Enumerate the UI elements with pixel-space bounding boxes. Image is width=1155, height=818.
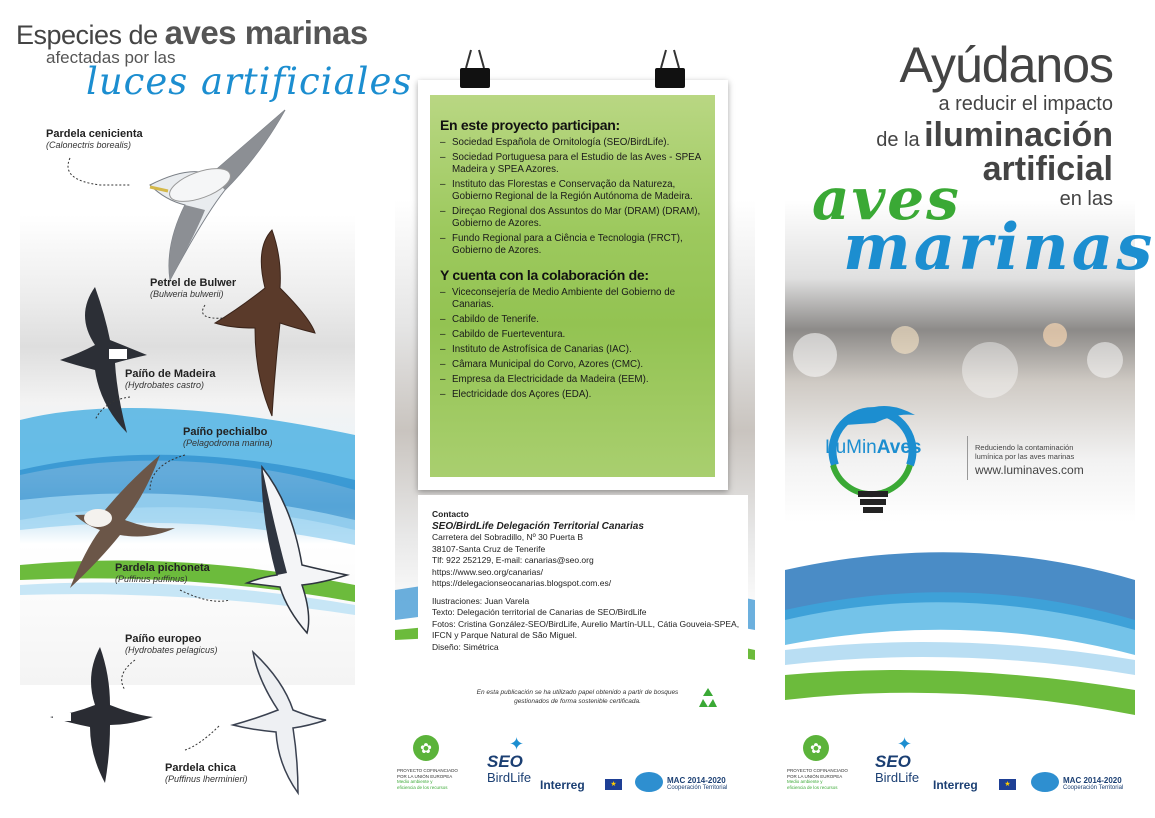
binder-clip-icon bbox=[458, 48, 492, 90]
list-item: – Câmara Municipal do Corvo, Azores (CMC). bbox=[440, 359, 705, 371]
eu-leaf-icon: ✿ bbox=[413, 735, 439, 761]
list-item: – Direçao Regional dos Assuntos do Mar (DRAM) (DRAM), Gobierno de Azores. bbox=[440, 206, 705, 230]
seo-birdlife-logo: ✦ SEO BirdLife bbox=[487, 734, 532, 785]
cover-title-line2: a reducir el impacto bbox=[938, 93, 1113, 115]
species-label-4: Paíño pechialbo (Pelagodroma marina) bbox=[183, 426, 273, 448]
panel1-title-line2: afectadas por las bbox=[46, 48, 176, 67]
cover-title-line5: en las bbox=[1059, 188, 1113, 210]
interreg-logo: Interreg bbox=[933, 778, 978, 792]
species-label-7: Pardela chica (Puffinus lherminieri) bbox=[165, 762, 248, 784]
species-label-6: Paíño europeo (Hydrobates pelagicus) bbox=[125, 633, 218, 655]
contact-label: Contacto bbox=[432, 509, 469, 519]
cover-title-line4: artificial bbox=[982, 150, 1113, 188]
eu-leaf-icon: ✿ bbox=[803, 735, 829, 761]
participants-heading: En este proyecto participan: bbox=[440, 117, 620, 133]
mac-logo-icon bbox=[1031, 772, 1059, 792]
panel1-title-line3: luces artificiales bbox=[86, 60, 413, 103]
participants-panel bbox=[395, 0, 755, 818]
cofin-text: PROYECTO COFINANCIADO POR LA UNIÓN EUROPEA Medio ambiente y eficiencia de los recursos bbox=[397, 768, 458, 790]
credit-line: Fotos: Cristina González-SEO/BirdLife, Aurelio Martín-ULL, Cátia Gouveia-SPEA, IFCN y Parque Natural de São Miguel. bbox=[432, 618, 740, 640]
luminaves-logo-text: LuMinAves bbox=[825, 437, 922, 458]
contact-address-1: Carretera del Sobradillo, Nº 30 Puerta B bbox=[432, 532, 583, 542]
recycle-icon bbox=[695, 685, 721, 711]
panel1-title-line1: Especies de aves marinas bbox=[16, 14, 368, 51]
list-item: – Empresa da Electricidade da Madeira (EEM). bbox=[440, 374, 705, 386]
cover-title-aves: aves bbox=[812, 165, 961, 233]
list-item: – Viceconsejería de Medio Ambiente del Gobierno de Canarias. bbox=[440, 287, 705, 311]
collaborators-heading: Y cuenta con la colaboración de: bbox=[440, 267, 649, 283]
species-label-3: Paíño de Madeira (Hydrobates castro) bbox=[125, 368, 216, 390]
species-label-5: Pardela pichoneta (Puffinus puffinus) bbox=[115, 562, 210, 584]
participants-list bbox=[440, 137, 705, 257]
list-item: – Instituto de Astrofísica de Canarias (IAC). bbox=[440, 344, 705, 356]
mac-logo-text: MAC 2014-2020 Cooperación Territorial bbox=[667, 776, 728, 791]
cover-waves bbox=[785, 540, 1135, 730]
seo-birdlife-logo: ✦ SEO BirdLife bbox=[875, 734, 920, 785]
cover-title-marinas: marinas bbox=[843, 210, 1155, 285]
collaborators-list bbox=[440, 287, 705, 401]
bird-icon: ✦ bbox=[897, 734, 913, 754]
contact-web-1[interactable]: https://www.seo.org/canarias/ bbox=[432, 566, 544, 577]
contact-box bbox=[418, 495, 748, 675]
connector-lines bbox=[0, 0, 375, 818]
logo-divider bbox=[967, 436, 968, 480]
contact-address-2: 38107-Santa Cruz de Tenerife bbox=[432, 543, 546, 554]
contact-phone: Tlf: 922 252129, E-mail: canarias@seo.org bbox=[432, 555, 594, 565]
credit-line: Texto: Delegación territorial de Canarias de SEO/BirdLife bbox=[432, 607, 647, 617]
mac-logo-text: MAC 2014-2020 Cooperación Territorial bbox=[1063, 776, 1124, 791]
footer-logos bbox=[395, 730, 755, 800]
cover-title-line3: de la iluminación bbox=[876, 116, 1113, 154]
list-item: – Instituto das Florestas e Conservação da Natureza, Gobierno Regional de la Región Autónoma de Madeira. bbox=[440, 179, 705, 203]
cover-title-line1: Ayúdanos bbox=[899, 37, 1113, 93]
species-label-1: Pardela cenicienta (Calonectris borealis) bbox=[46, 128, 143, 150]
logo-tagline: Reduciendo la contaminación lumínica por las aves marinas bbox=[975, 443, 1075, 461]
list-item: – Electricidade dos Açores (EDA). bbox=[440, 389, 705, 401]
website-link[interactable]: www.luminaves.com bbox=[975, 463, 1084, 477]
species-panel bbox=[0, 0, 413, 818]
credit-line: Ilustraciones: Juan Varela bbox=[432, 595, 530, 606]
eu-flag-icon: ★ bbox=[999, 779, 1016, 790]
contact-web-2[interactable]: https://delegacionseocanarias.blogspot.com.es/ bbox=[432, 578, 612, 588]
binder-clip-icon bbox=[653, 48, 687, 90]
species-label-2: Petrel de Bulwer (Bulweria bulwerii) bbox=[150, 277, 237, 299]
cover-panel bbox=[785, 0, 1153, 818]
bird-icon: ✦ bbox=[509, 734, 525, 754]
credit-line: Diseño: Simétrica bbox=[432, 641, 499, 652]
list-item: – Cabildo de Tenerife. bbox=[440, 314, 705, 326]
list-item: – Cabildo de Fuerteventura. bbox=[440, 329, 705, 341]
mac-logo-icon bbox=[635, 772, 663, 792]
eu-flag-icon: ★ bbox=[605, 779, 622, 790]
footer-logos bbox=[785, 730, 1153, 800]
list-item: – Sociedad Portuguesa para el Estudio de las Aves - SPEA Madeira y SPEA Azores. bbox=[440, 152, 705, 176]
green-info-box bbox=[430, 95, 715, 477]
paper-note: En esta publicación se ha utilizado papel obtenido a partir de bosques gestionados de forma sostenible certificada. bbox=[476, 689, 679, 705]
list-item: – Sociedad Española de Ornitología (SEO/BirdLife). bbox=[440, 137, 705, 149]
contact-org: SEO/BirdLife Delegación Territorial Canarias bbox=[432, 520, 644, 532]
cofin-text: PROYECTO COFINANCIADO POR LA UNIÓN EUROPEA Medio ambiente y eficiencia de los recursos bbox=[787, 768, 848, 790]
interreg-logo: Interreg bbox=[540, 778, 585, 792]
list-item: – Fundo Regional para a Ciência e Tecnologia (FRCT), Gobierno de Azores. bbox=[440, 233, 705, 257]
